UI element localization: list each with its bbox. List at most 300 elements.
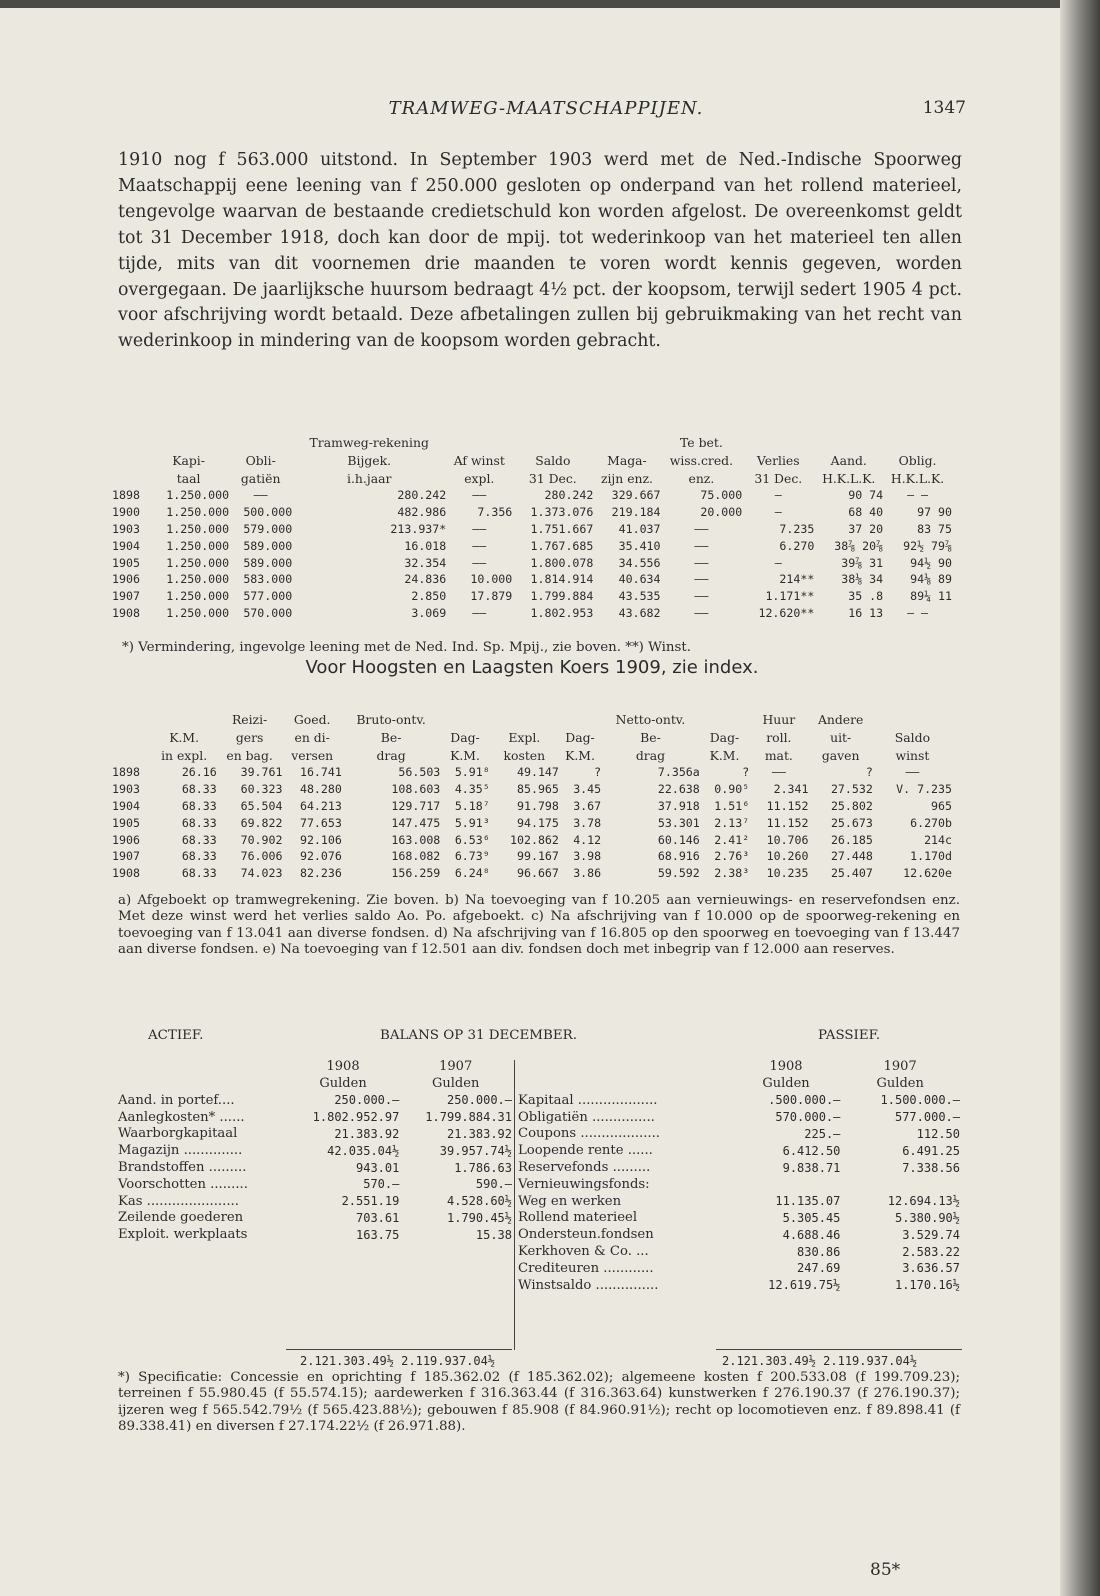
value-cell: 64.213 xyxy=(299,798,342,813)
value-cell: —— xyxy=(771,765,786,780)
value-cell: 89¼ 11 xyxy=(910,589,952,604)
header-cell: Aand. xyxy=(830,452,867,468)
value-cell: 96.667 xyxy=(517,866,559,881)
balance-value: 11.135.07 xyxy=(775,1194,841,1209)
value-cell: 1.250.000 xyxy=(166,521,230,536)
balance-value xyxy=(840,1176,960,1193)
year-cell: 1904 xyxy=(112,538,140,553)
value-cell: 16 13 xyxy=(848,605,884,620)
value-cell: 38⅞ 20⅞ xyxy=(834,538,884,553)
header-cell xyxy=(593,433,660,451)
value-cell: 1.250.000 xyxy=(166,538,230,553)
value-cell: 579.000 xyxy=(243,521,293,536)
value-cell: 69.822 xyxy=(240,815,283,830)
value-cell: 60.323 xyxy=(240,782,283,797)
value-cell: —— xyxy=(694,555,709,570)
value-cell: 1.250.000 xyxy=(166,555,230,570)
year-cell: 1905 xyxy=(112,815,140,830)
balance-value: 590.— xyxy=(475,1177,512,1192)
passief-title: PASSIEF. xyxy=(818,1028,881,1043)
balance-row xyxy=(518,1210,960,1227)
page-number: 1347 xyxy=(922,98,966,118)
value-cell: 168.082 xyxy=(391,849,441,864)
header-cell: Huur xyxy=(762,711,796,727)
value-cell: 39.761 xyxy=(240,765,283,780)
value-cell: 49.147 xyxy=(517,765,559,780)
value-cell: 5.91³ xyxy=(454,815,490,830)
total-rule-right xyxy=(716,1349,962,1350)
balance-value: 1.786.63 xyxy=(454,1160,512,1175)
value-cell: 3.86 xyxy=(573,866,602,881)
header-cell: Saldo xyxy=(535,452,571,468)
running-header xyxy=(118,98,974,126)
value-cell: 6.53⁶ xyxy=(454,832,490,847)
value-cell: 48.280 xyxy=(299,782,342,797)
value-cell: 97 90 xyxy=(917,505,952,520)
currency-row xyxy=(518,1075,960,1092)
value-cell: 35 .8 xyxy=(848,589,884,604)
header-cell: kosten xyxy=(503,747,546,763)
value-cell: 1.250.000 xyxy=(166,505,230,520)
currency-cell: Gulden xyxy=(319,1076,367,1091)
header-cell: Expl. xyxy=(508,729,541,745)
header-cell: drag xyxy=(635,747,666,763)
table-row xyxy=(112,605,952,622)
year-cell: 1905 xyxy=(112,555,140,570)
value-cell: —— xyxy=(472,538,487,553)
year-cell: 1907 xyxy=(112,849,140,864)
header-cell: K.M. xyxy=(169,729,200,745)
value-cell: 94½ 90 xyxy=(910,555,952,570)
book-spine xyxy=(1060,0,1100,1596)
value-cell: —— xyxy=(472,521,487,536)
header-cell: gaven xyxy=(821,747,860,763)
balance-label: Ondersteun.fondsen xyxy=(518,1227,654,1243)
table-row xyxy=(112,865,952,882)
table-row xyxy=(112,831,952,848)
balance-value: 4.688.46 xyxy=(782,1227,841,1242)
balance-divider xyxy=(514,1060,515,1350)
header-cell: Dag- xyxy=(709,729,740,745)
header-cell: Af winst xyxy=(453,452,505,468)
value-cell: 1.171** xyxy=(765,589,815,604)
header-cell: zijn enz. xyxy=(600,470,653,486)
table2-footnote: a) Afgeboekt op tramwegrekening. Zie boven. b) Na toevoeging van f 10.205 aan vernieuwings- en reservefondsen enz. Met deze winst werd het verlies saldo Ao. Po. afgeboekt. c) Na afschrijving van f 10.000 op de spoorweg-rekening en toevoeging van f 13.041 aan diverse fondsen. d) Na afschrijving van f 16.805 op den spoorweg en toevoeging van f 13.447 aan diverse fondsen. e) Na toevoeging van f 12.501 aan div. fondsen doch met inbegrip van f 12.000 aan reserves. xyxy=(118,893,960,958)
value-cell: 1.373.076 xyxy=(530,505,594,520)
header-row xyxy=(112,433,952,451)
header-cell: enz. xyxy=(688,470,715,486)
value-cell: —— xyxy=(472,488,487,503)
balance-row xyxy=(118,1092,512,1109)
value-cell: 85.965 xyxy=(517,782,559,797)
balance-row xyxy=(118,1109,512,1126)
header-cell: Verlies xyxy=(756,452,800,468)
value-cell: ? xyxy=(594,765,602,780)
value-cell: 25.673 xyxy=(830,815,873,830)
value-cell: 163.008 xyxy=(391,832,441,847)
header-cell xyxy=(112,746,152,764)
balance-value: 570.— xyxy=(363,1177,400,1192)
balance-value: 5.305.45 xyxy=(782,1210,841,1225)
balance-row xyxy=(118,1142,512,1159)
header-cell: Oblig. xyxy=(898,452,937,468)
total-rule-left xyxy=(286,1349,512,1350)
balance-value: 225.— xyxy=(804,1126,841,1141)
spacer-cell xyxy=(518,1058,732,1075)
balance-row xyxy=(518,1126,960,1143)
table-row xyxy=(112,814,952,831)
value-cell: 68.33 xyxy=(181,782,217,797)
value-cell: 570.000 xyxy=(243,605,293,620)
balance-value: 1.790.45½ xyxy=(446,1210,512,1225)
year-cell: 1898 xyxy=(112,765,140,780)
value-cell: 53.301 xyxy=(657,815,700,830)
value-cell: — — xyxy=(907,605,929,620)
table-row xyxy=(112,537,952,554)
balance-label: Crediteuren ............ xyxy=(518,1260,654,1276)
header-row xyxy=(112,469,952,487)
years-row xyxy=(518,1058,960,1075)
value-cell: 3.45 xyxy=(573,782,602,797)
value-cell: 6.270 xyxy=(779,538,815,553)
value-cell: 76.006 xyxy=(240,849,283,864)
value-cell: 92.106 xyxy=(299,832,342,847)
value-cell: 92½ 79⅞ xyxy=(903,538,952,553)
index-note: Voor Hoogsten en Laagsten Koers 1909, zie index. xyxy=(305,657,759,678)
table-row xyxy=(112,764,952,781)
years-cell: 1907 xyxy=(883,1059,917,1074)
header-cell xyxy=(873,710,952,728)
balance-value: 1.802.952.97 xyxy=(312,1110,400,1125)
balance-value: 250.000.— xyxy=(446,1093,512,1108)
balance-value: 9.838.71 xyxy=(782,1160,841,1175)
value-cell: 0.90⁵ xyxy=(714,782,750,797)
balance-value xyxy=(732,1176,841,1193)
value-cell: — xyxy=(774,555,782,570)
value-cell: 1.250.000 xyxy=(166,605,230,620)
header-cell: Andere xyxy=(817,711,864,727)
value-cell: 3.67 xyxy=(573,798,602,813)
value-cell: 583.000 xyxy=(243,572,293,587)
header-cell xyxy=(446,433,512,451)
balance-value: 21.383.92 xyxy=(446,1126,512,1141)
value-cell: ? xyxy=(865,765,873,780)
balance-value: 6.491.25 xyxy=(902,1143,960,1158)
value-cell: —— xyxy=(905,765,920,780)
value-cell: 2.38³ xyxy=(714,866,750,881)
header-cell xyxy=(700,710,749,728)
value-cell: 6.73⁹ xyxy=(454,849,490,864)
header-cell: Saldo xyxy=(894,729,931,745)
header-cell: K.M. xyxy=(709,747,740,763)
value-cell: 75.000 xyxy=(700,488,743,503)
header-cell: Bijgek. xyxy=(347,452,392,468)
value-cell: 1.51⁶ xyxy=(714,798,750,813)
header-cell: en bag. xyxy=(226,747,273,763)
value-cell: 12.620** xyxy=(758,605,815,620)
year-cell: 1907 xyxy=(112,589,140,604)
year-cell: 1898 xyxy=(112,488,140,503)
value-cell: 68.33 xyxy=(181,832,217,847)
value-cell: 147.475 xyxy=(391,815,441,830)
value-cell: — xyxy=(774,488,782,503)
balance-label: Coupons ................... xyxy=(518,1126,661,1142)
balance-value: 1.799.884.31 xyxy=(425,1110,512,1125)
balance-label: Voorschotten ......... xyxy=(118,1176,248,1192)
value-cell: 6.24⁸ xyxy=(454,866,490,881)
tramway-account-table xyxy=(112,433,952,621)
value-cell: 68 40 xyxy=(848,505,884,520)
header-cell xyxy=(490,710,559,728)
value-cell: 34.556 xyxy=(618,555,661,570)
value-cell: 11.152 xyxy=(766,798,809,813)
header-cell: wiss.cred. xyxy=(669,452,734,468)
value-cell: 214c xyxy=(924,832,952,847)
value-cell: 1.814.914 xyxy=(530,572,594,587)
balance-label: Zeilende goederen xyxy=(118,1210,244,1226)
value-cell: —— xyxy=(694,521,709,536)
header-cell xyxy=(229,433,292,451)
balance-row xyxy=(518,1092,960,1109)
balance-row xyxy=(518,1226,960,1243)
passief-section xyxy=(518,1058,960,1294)
balance-label: Loopende rente ...... xyxy=(518,1143,653,1159)
header-cell xyxy=(559,710,601,728)
header-cell: en di- xyxy=(294,729,330,745)
currency-cell: Gulden xyxy=(762,1076,810,1091)
years-cell: 1907 xyxy=(439,1059,473,1074)
balance-label: Vernieuwingsfonds: xyxy=(518,1176,650,1192)
years-row xyxy=(118,1058,512,1075)
value-cell: 68.33 xyxy=(181,866,217,881)
specification-note: *) Specificatie: Concessie en oprichting f 185.362.02 (f 185.362.02); algemeene kosten f 200.533.08 (f 199.709.23); terreinen f 55.980.45 (f 55.574.15); aardewerken f 316.363.44 (f 316.363.64) kunstwerken f 276.190.37 (f 276.190.37); ijzeren weg f 565.542.79½ (f 565.423.88½); gebouwen f 85.908 (f 84.960.91½); recht op locomotieven enz. f 89.898.41 (f 89.338.41) en diversen f 27.174.22½ (f 26.971.88). xyxy=(118,1370,960,1435)
balance-value: 21.383.92 xyxy=(334,1126,400,1141)
value-cell: —— xyxy=(253,488,268,503)
value-cell: ? xyxy=(742,765,750,780)
table-row xyxy=(112,571,952,588)
value-cell: 7.356 xyxy=(477,505,513,520)
value-cell: 68.916 xyxy=(657,849,700,864)
balance-row xyxy=(518,1277,960,1294)
header-cell xyxy=(440,710,489,728)
balance-value: 39.957.74½ xyxy=(439,1143,512,1158)
balance-label: Exploit. werkplaats xyxy=(118,1227,248,1243)
value-cell: 91.798 xyxy=(517,798,559,813)
header-cell: Maga- xyxy=(607,452,647,468)
value-cell: 92.076 xyxy=(299,849,342,864)
balance-label: Winstsaldo ............... xyxy=(518,1277,659,1293)
table-row xyxy=(112,848,952,865)
header-cell: roll. xyxy=(766,729,792,745)
currency-cell: Gulden xyxy=(432,1076,480,1091)
value-cell: 4.35⁵ xyxy=(454,782,490,797)
value-cell: 27.448 xyxy=(830,849,873,864)
balance-row xyxy=(518,1176,960,1193)
header-cell: mat. xyxy=(764,747,793,763)
value-cell: 1.250.000 xyxy=(166,589,230,604)
value-cell: — — xyxy=(907,488,929,503)
balance-value: 250.000.— xyxy=(334,1093,400,1108)
balance-row xyxy=(118,1193,512,1210)
value-cell: 12.620e xyxy=(903,866,952,881)
header-cell xyxy=(112,451,148,469)
value-cell: 102.862 xyxy=(510,832,559,847)
value-cell: 43.682 xyxy=(618,605,661,620)
value-cell: 60.146 xyxy=(657,832,700,847)
value-cell: —— xyxy=(472,555,487,570)
balance-value: 15.38 xyxy=(475,1227,512,1242)
spacer-cell xyxy=(118,1075,287,1092)
table-row xyxy=(112,798,952,815)
value-cell: 25.802 xyxy=(830,798,873,813)
header-cell: i.h.jaar xyxy=(347,470,392,486)
value-cell: 37 20 xyxy=(848,521,884,536)
value-cell: 1.802.953 xyxy=(530,605,594,620)
header-cell: Dag- xyxy=(450,729,480,745)
balance-value: 830.86 xyxy=(797,1244,841,1259)
table-row xyxy=(112,504,952,521)
header-row xyxy=(112,451,952,469)
value-cell: 3.069 xyxy=(411,605,447,620)
balance-row xyxy=(118,1210,512,1227)
header-cell xyxy=(152,710,217,728)
year-cell: 1903 xyxy=(112,521,140,536)
value-cell: 5.18⁷ xyxy=(454,798,490,813)
header-row xyxy=(112,728,952,746)
value-cell: 41.037 xyxy=(618,521,661,536)
body-paragraph: 1910 nog f 563.000 uitstond. In September 1903 werd met de Ned.-Indische Spoorweg Maatschappij eene leening van f 250.000 gesloten op onderpand van het rollend materieel, tengevolge waarvan de bestaande credietschuld kon worden afgelost. De overeenkomst geldt tot 31 December 1918, doch kan door de mpij. tot wederinkoop van het materieel ten allen tijde, mits van dit voornemen drie maanden te voren wordt kennis gegeven, worden overgegaan. De jaarlijksche huursom bedraagt 4½ pct. der koopsom, terwijl sedert 1905 4 pct. voor afschrijving wordt betaald. Deze afbetalingen zullen bij gebruikmaking van het recht van wederinkoop in mindering van de koopsom worden gebracht. xyxy=(118,150,962,352)
balance-value: 163.75 xyxy=(356,1227,400,1242)
balance-value: 12.619.75½ xyxy=(768,1278,841,1293)
value-cell: 94.175 xyxy=(517,815,559,830)
table-row xyxy=(112,588,952,605)
value-cell: 10.706 xyxy=(766,832,809,847)
value-cell: 2.13⁷ xyxy=(714,815,750,830)
value-cell: 213.937* xyxy=(390,521,447,536)
balance-value: 703.61 xyxy=(356,1210,400,1225)
header-cell: 31 Dec. xyxy=(528,470,577,486)
value-cell: 589.000 xyxy=(243,555,293,570)
spacer-cell xyxy=(118,1058,287,1075)
value-cell: 22.638 xyxy=(657,782,700,797)
value-cell: 10.235 xyxy=(766,866,809,881)
balance-label: Weg en werken xyxy=(518,1193,622,1209)
balance-value: 1.500.000.— xyxy=(880,1093,960,1108)
balance-value: 112.50 xyxy=(916,1126,960,1141)
value-cell: 32.354 xyxy=(404,555,447,570)
value-cell: 965 xyxy=(931,798,952,813)
header-cell: K.M. xyxy=(565,747,595,763)
header-cell: K.M. xyxy=(450,747,480,763)
value-cell: —— xyxy=(694,605,709,620)
value-cell: 1.799.884 xyxy=(530,589,594,604)
value-cell: 2.341 xyxy=(773,782,809,797)
value-cell: 2.850 xyxy=(411,589,447,604)
value-cell: 1.170d xyxy=(910,849,952,864)
years-cell: 1908 xyxy=(769,1059,803,1074)
balance-row xyxy=(118,1176,512,1193)
spacer-cell xyxy=(518,1075,732,1092)
header-row xyxy=(112,746,952,764)
value-cell: 56.503 xyxy=(398,765,441,780)
balance-value: 247.69 xyxy=(797,1261,841,1276)
value-cell: 129.717 xyxy=(391,798,441,813)
value-cell: 16.741 xyxy=(299,765,342,780)
balance-label: Aand. in portef.... xyxy=(118,1092,235,1108)
header-cell: Dag- xyxy=(565,729,595,745)
balance-row xyxy=(518,1243,960,1260)
balance-value: 6.412.50 xyxy=(782,1143,841,1158)
year-cell: 1900 xyxy=(112,505,140,520)
balance-value: 7.338.56 xyxy=(902,1160,960,1175)
header-cell: in expl. xyxy=(161,747,208,763)
value-cell: 3.98 xyxy=(573,849,602,864)
header-cell: Be- xyxy=(640,729,661,745)
balance-value: 2.583.22 xyxy=(902,1244,960,1259)
table-row xyxy=(112,554,952,571)
value-cell: 1.250.000 xyxy=(166,488,230,503)
table-row xyxy=(112,521,952,538)
value-cell: 1.767.685 xyxy=(530,538,594,553)
value-cell: 43.535 xyxy=(618,589,661,604)
value-cell: 108.603 xyxy=(391,782,441,797)
value-cell: 280.242 xyxy=(544,488,594,503)
value-cell: 35.410 xyxy=(618,538,661,553)
header-cell: gers xyxy=(235,729,264,745)
balance-value: 3.529.74 xyxy=(902,1227,960,1242)
header-cell xyxy=(883,433,952,451)
balance-value: 5.380.90½ xyxy=(894,1210,960,1225)
value-cell: 2.41² xyxy=(714,832,750,847)
value-cell: —— xyxy=(472,605,487,620)
balance-row xyxy=(518,1159,960,1176)
header-cell: Reizi- xyxy=(231,711,268,727)
value-cell: 156.259 xyxy=(391,866,441,881)
value-cell: 68.33 xyxy=(181,815,217,830)
header-cell: Tramweg-rekening xyxy=(309,434,429,450)
header-cell: gatiën xyxy=(240,470,281,486)
header-cell xyxy=(742,433,814,451)
header-cell: drag xyxy=(376,747,406,763)
header-cell xyxy=(112,728,152,746)
header-cell: uit- xyxy=(830,729,852,745)
balance-value: 577.000.— xyxy=(894,1110,960,1125)
table1-footnote: *) Vermindering, ingevolge leening met de Ned. Ind. Sp. Mpij., zie boven. **) Winst. xyxy=(122,640,692,655)
balance-row xyxy=(118,1159,512,1176)
value-cell: 6.270b xyxy=(910,815,952,830)
operations-table xyxy=(112,710,952,882)
value-cell: 70.902 xyxy=(240,832,283,847)
year-cell: 1908 xyxy=(112,605,140,620)
year-cell: 1906 xyxy=(112,832,140,847)
value-cell: 219.184 xyxy=(611,505,661,520)
value-cell: 500.000 xyxy=(243,505,293,520)
header-cell xyxy=(112,469,148,487)
header-cell: H.K.L.K. xyxy=(822,470,876,486)
header-cell: Bruto-ontv. xyxy=(356,711,426,727)
header-cell xyxy=(148,433,229,451)
balance-label: Brandstoffen ......... xyxy=(118,1160,247,1176)
balance-value: 12.694.13½ xyxy=(887,1194,960,1209)
header-cell: taal xyxy=(176,470,201,486)
value-cell: 7.356a xyxy=(657,765,700,780)
signature-mark: 85* xyxy=(870,1560,901,1580)
value-cell: 25.407 xyxy=(830,866,873,881)
balance-value: 1.170.16½ xyxy=(894,1278,960,1293)
balance-label: Kas ...................... xyxy=(118,1193,239,1209)
balance-total-right: 2.121.303.49½ 2.119.937.04½ xyxy=(722,1354,918,1368)
balance-label: Reservefonds ......... xyxy=(518,1160,651,1176)
